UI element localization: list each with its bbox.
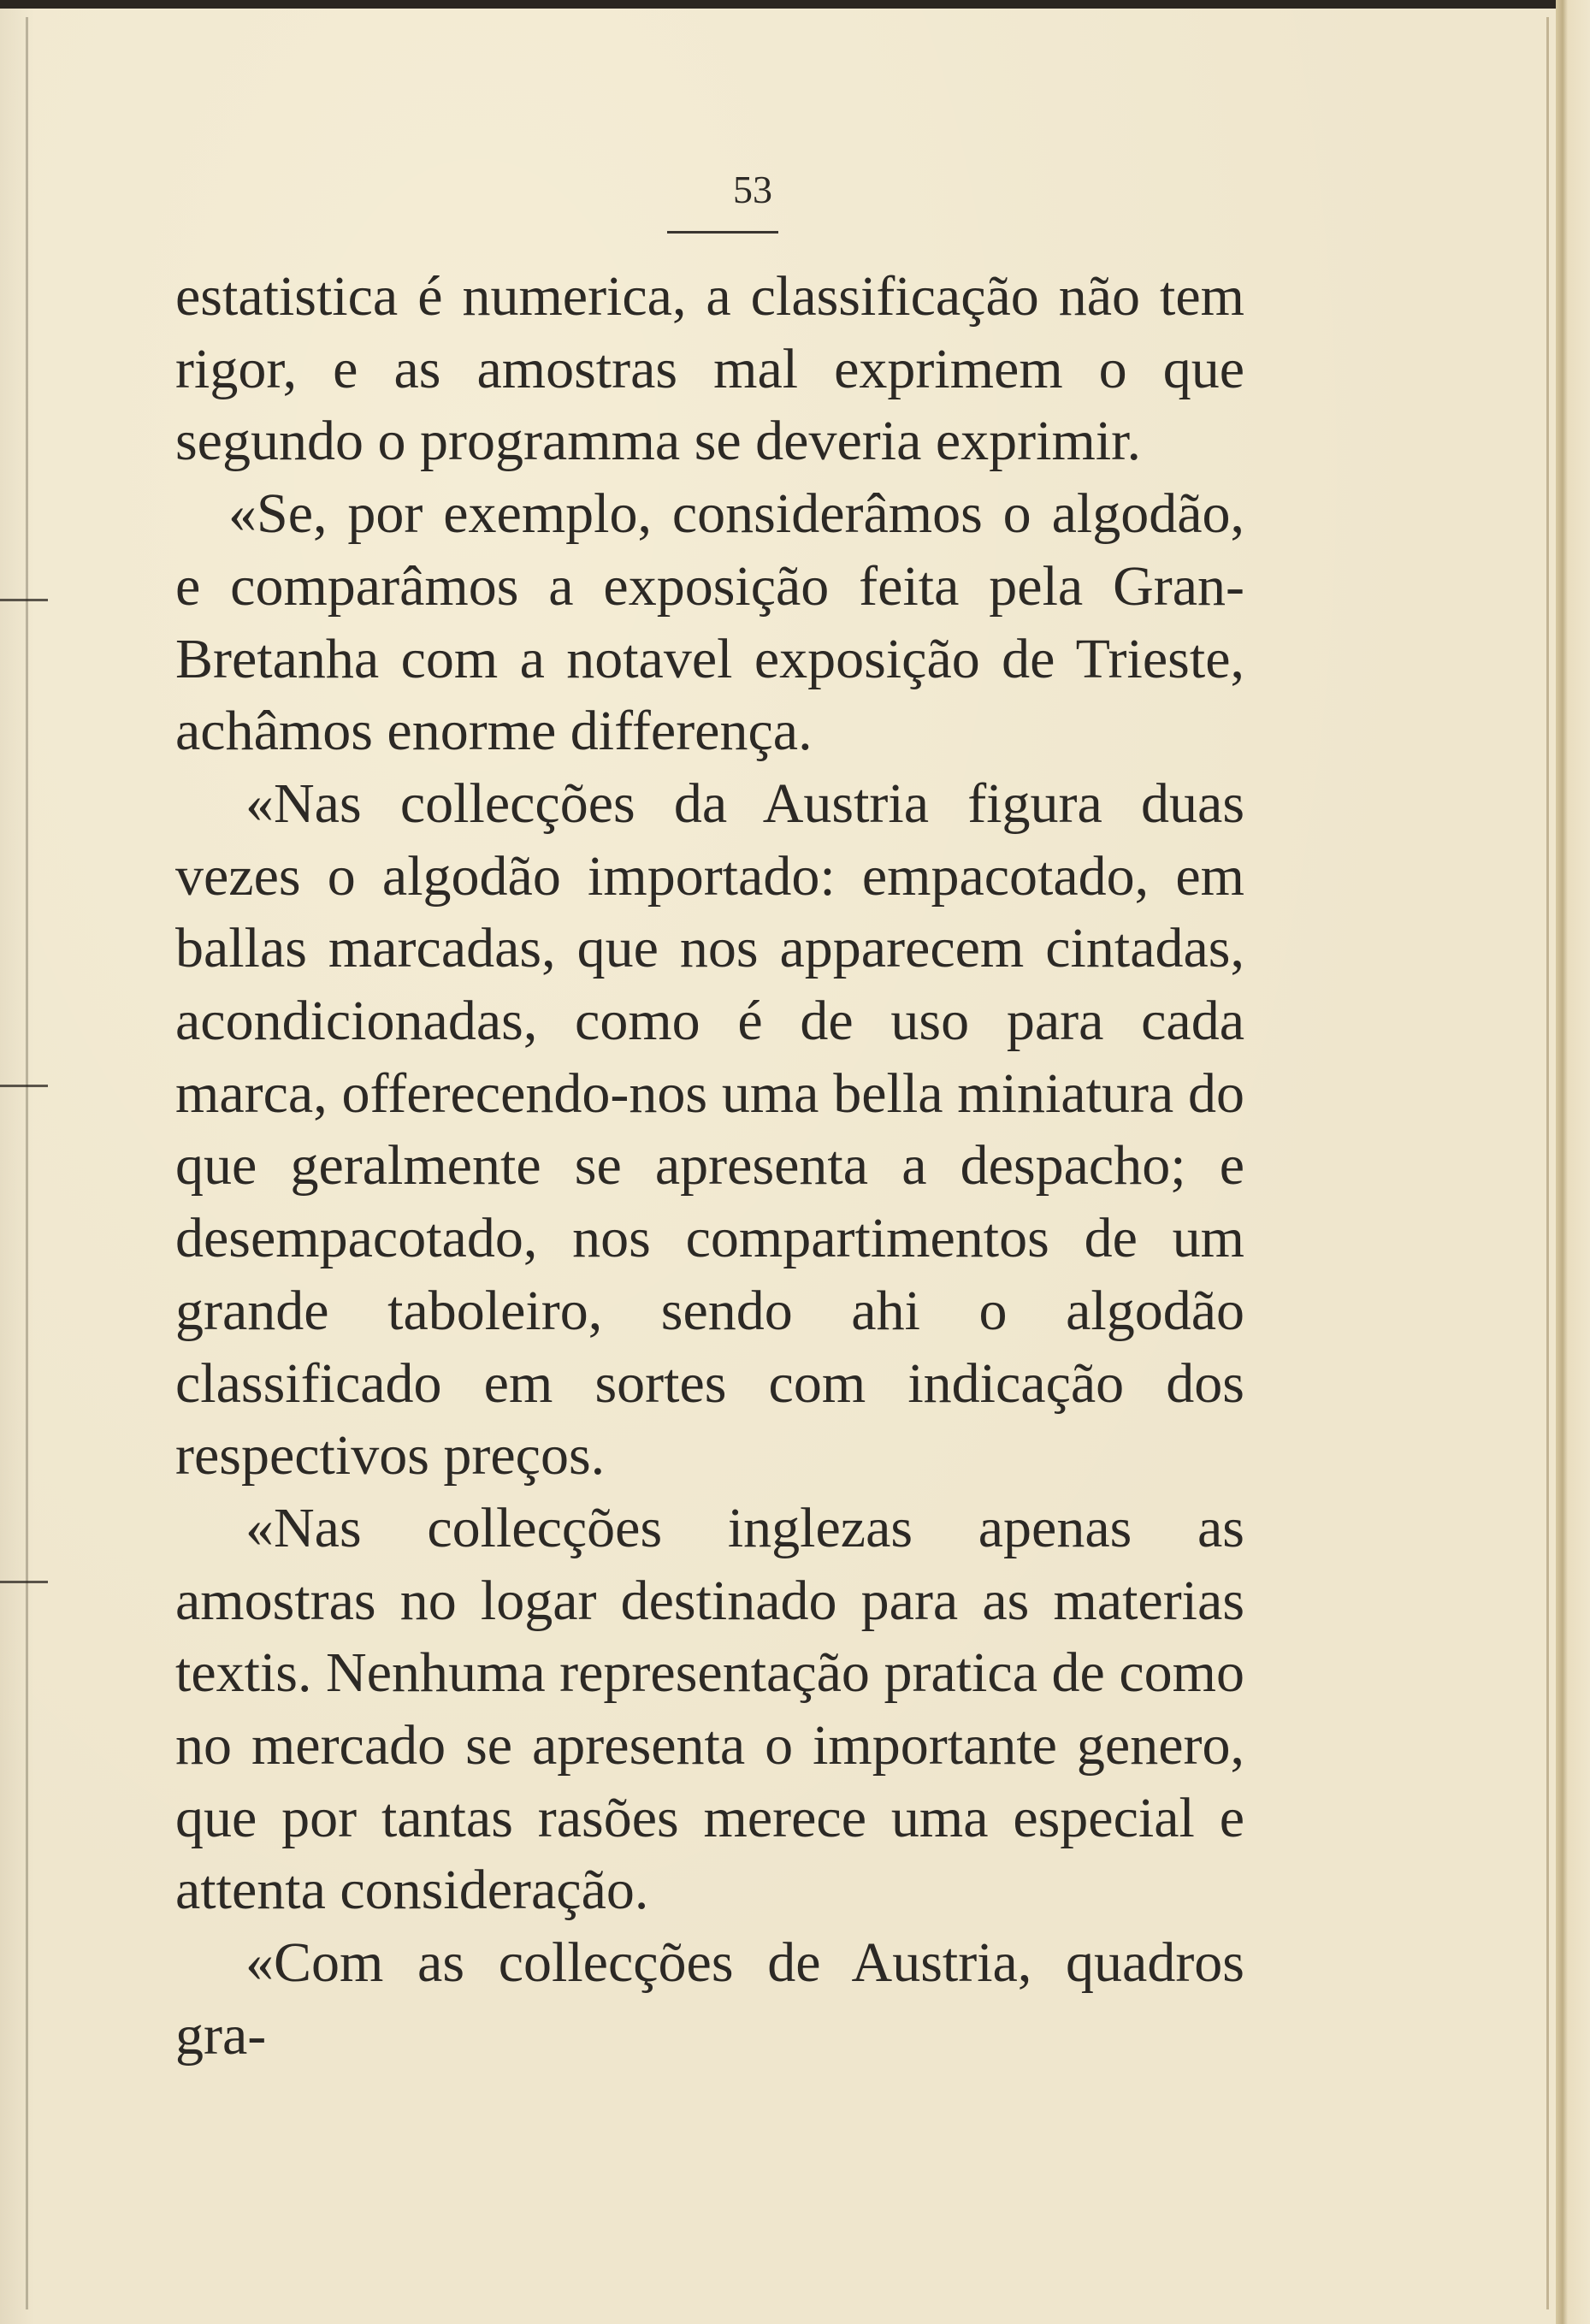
header-rule <box>667 231 778 234</box>
paragraph: «Nas collecções da Austria figura duas vezes o algodão importado: empacotado, em ballas marcadas, que nos apparecem cintadas, acondicionadas, como é de uso para cada marca, offerecendo-nos uma bella miniatura do que geralmente se apresenta a despacho; e desempacotado, nos compartimentos de um grande taboleiro, sendo ahi o algodão classificado em sortes com indicação dos respectivos preços. <box>175 772 1244 1487</box>
page-top-edge <box>0 0 1590 9</box>
page-number: 53 <box>733 168 772 211</box>
body-text <box>175 261 1244 2073</box>
margin-tick-mark <box>0 1085 48 1087</box>
right-margin-line <box>1546 17 1549 2309</box>
paragraph: «Se, por exemplo, considerâmos o algodão, e comparâmos a exposição feita pela Gran-Bretanha com a notavel exposição de Trieste, achâmos enorme differença. <box>175 482 1244 763</box>
paragraph: «Com as collecções de Austria, quadros gra- <box>175 1931 1244 2067</box>
page-right-edge <box>1556 0 1590 2324</box>
left-margin-line <box>26 17 28 2309</box>
paragraph: estatistica é numerica, a classificação não tem rigor, e as amostras mal exprimem o que segundo o programma se deveria exprimir. <box>175 265 1244 473</box>
paragraph: «Nas collecções inglezas apenas as amostras no logar destinado para as materias textis. Nenhuma representação pratica de como no mercado se apresenta o importante genero, que por tantas rasões merece uma especial e attenta consideração. <box>175 1496 1244 1922</box>
margin-tick-mark <box>0 1581 48 1583</box>
margin-tick-mark <box>0 599 48 601</box>
